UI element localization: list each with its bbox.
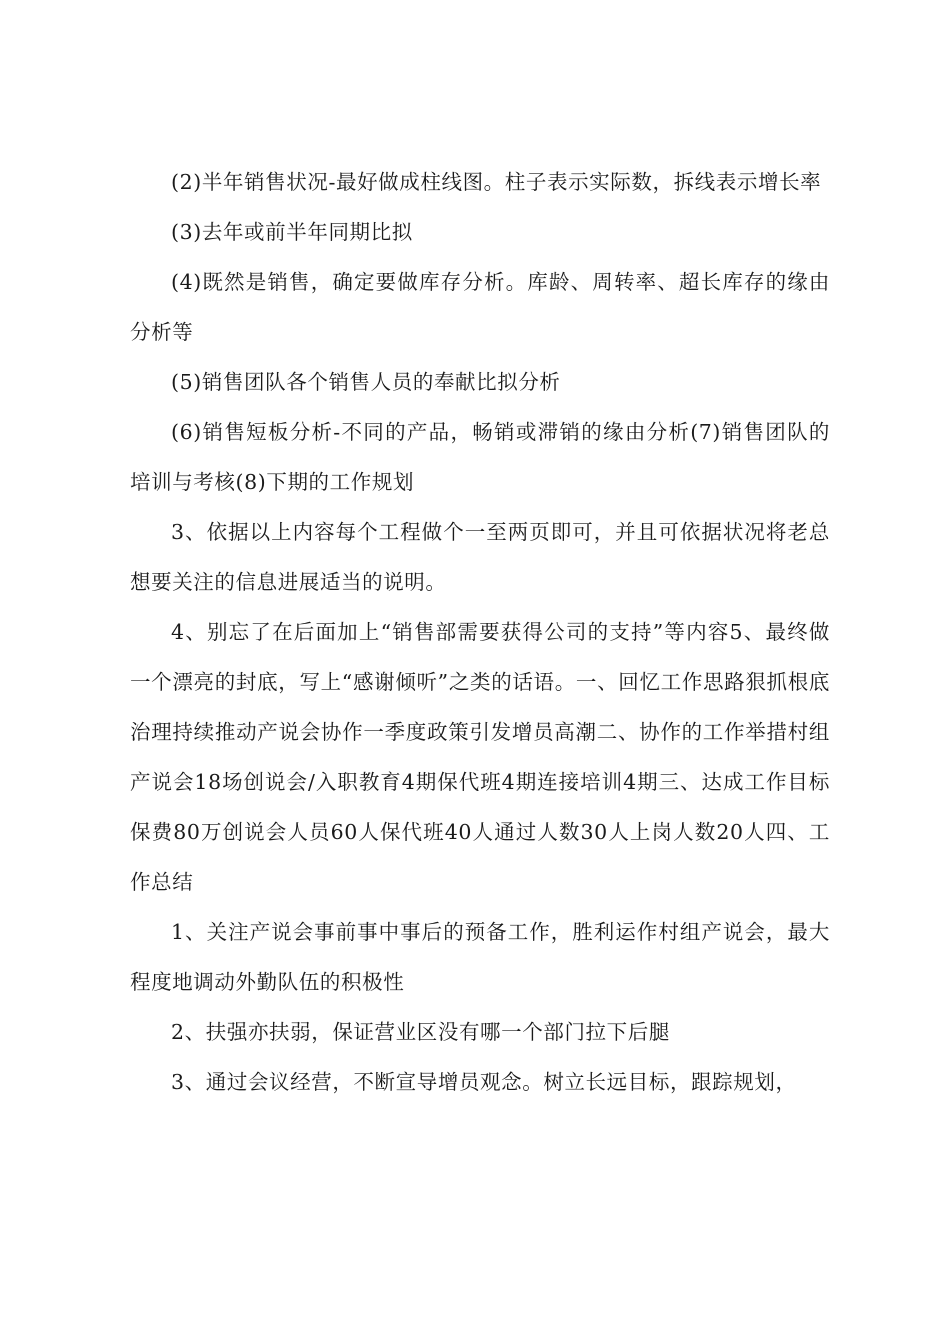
document-body <box>130 157 830 1107</box>
paragraph-work-summary: 4、别忘了在后面加上“销售部需要获得公司的支持”等内容5、最终做一个漂亮的封底，写上“感谢倾听”之类的话语。一、回忆工作思路狠抓根底治理持续推动产说会协作一季度政策引发增员高潮二、协作的工作举措村组产说会18场创说会/入职教育4期保代班4期连接培训4期三、达成工作目标保费80万创说会人员60人保代班40人通过人数30人上岗人数20人四、工作总结 <box>130 620 830 894</box>
paragraph-support-weak: 2、扶强亦扶弱，保证营业区没有哪一个部门拉下后腿 <box>171 1020 670 1044</box>
paragraph-inventory-analysis: (4)既然是销售，确定要做库存分析。库龄、周转率、超长库存的缘由分析等 <box>130 270 830 344</box>
paragraph-briefing-prep: 1、关注产说会事前事中事后的预备工作，胜利运作村组产说会，最大程度地调动外勤队伍的积极性 <box>130 920 830 994</box>
paragraph-year-comparison: (3)去年或前半年同期比拟 <box>171 220 413 244</box>
paragraph-meeting-management: 3、通过会议经营，不断宣导增员观念。树立长远目标，跟踪规划， <box>171 1070 797 1094</box>
paragraph-team-contribution: (5)销售团队各个销售人员的奉献比拟分析 <box>171 370 561 394</box>
paragraph-page-guidance: 3、依据以上内容每个工程做个一至两页即可，并且可依据状况将老总想要关注的信息进展适当的说明。 <box>130 520 830 594</box>
paragraph-half-year-sales: (2)半年销售状况-最好做成柱线图。柱子表示实际数，拆线表示增长率 <box>171 170 822 194</box>
paragraph-weakness-analysis: (6)销售短板分析-不同的产品，畅销或滞销的缘由分析(7)销售团队的培训与考核(8)下期的工作规划 <box>130 420 830 494</box>
